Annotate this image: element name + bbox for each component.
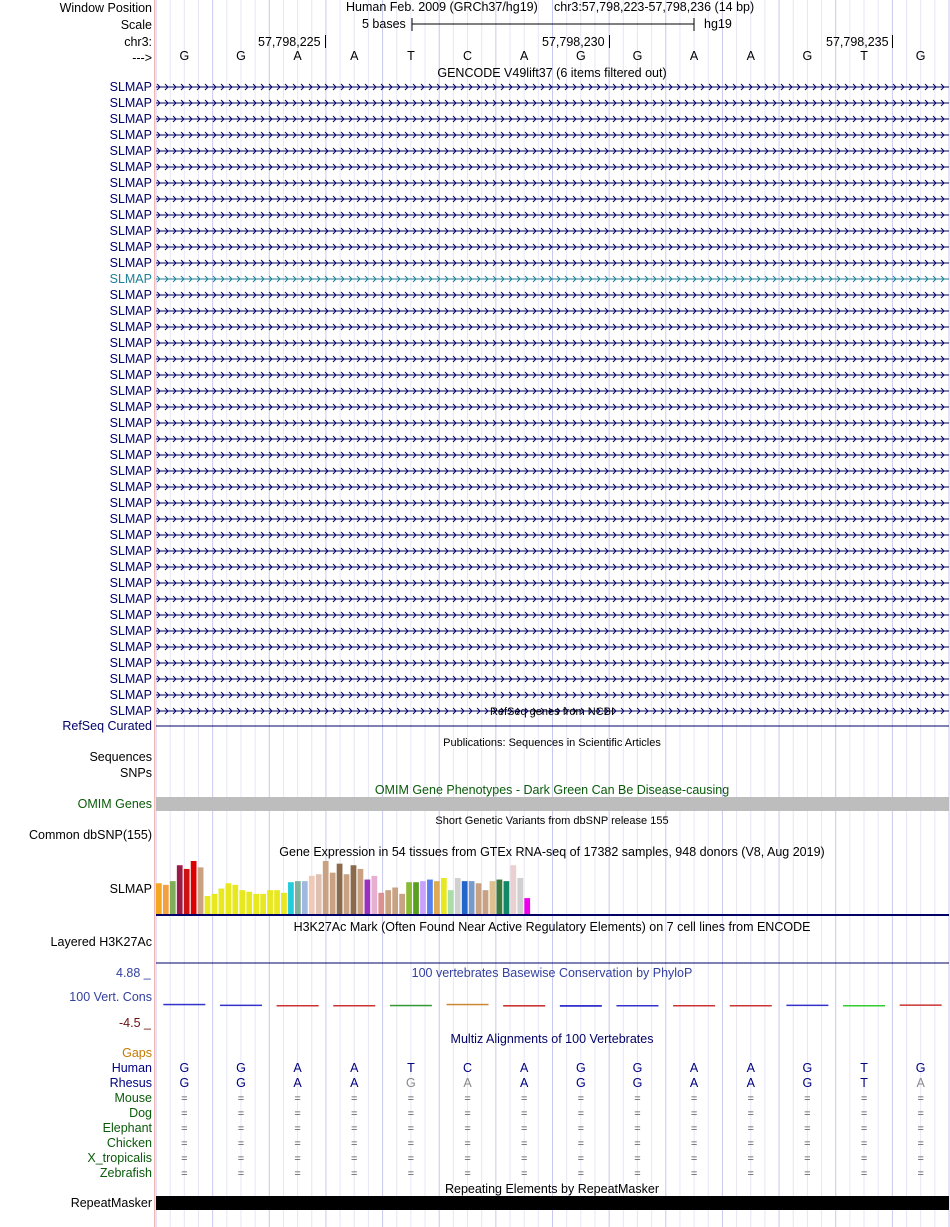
gencode-transcript-label[interactable]: SLMAP — [109, 432, 152, 446]
phylop-base-score — [277, 1005, 319, 1007]
gtex-tissue-bar — [226, 883, 232, 914]
alignment-base: = — [464, 1108, 471, 1120]
alignment-base: = — [747, 1108, 754, 1120]
gtex-tissue-bar — [455, 878, 461, 914]
gtex-tissue-bar — [434, 881, 440, 914]
reference-base: A — [520, 49, 529, 63]
alignment-base: = — [577, 1153, 585, 1165]
alignment-base: G — [632, 1061, 643, 1075]
phylop-base-score — [786, 1005, 828, 1007]
alignment-base: = — [747, 1138, 754, 1150]
alignment-base: = — [804, 1168, 811, 1180]
alignment-base: = — [237, 1108, 245, 1120]
phylop-track-label[interactable]: 100 Vert. Cons — [69, 990, 152, 1004]
repeatmasker-track-title: Repeating Elements by RepeatMasker — [444, 1182, 660, 1196]
gtex-tissue-bar — [316, 874, 322, 914]
gencode-transcript-label[interactable]: SLMAP — [109, 304, 152, 318]
gencode-transcript-label[interactable]: SLMAP — [109, 544, 152, 558]
alignment-base: = — [237, 1138, 245, 1150]
gtex-tissue-bar — [358, 869, 364, 914]
alignment-base: = — [520, 1093, 528, 1105]
phylop-max-label: 4.88 _ — [116, 966, 151, 980]
alignment-base: = — [520, 1108, 528, 1120]
alignment-base: A — [293, 1061, 302, 1075]
gencode-transcript-label[interactable]: SLMAP — [109, 560, 152, 574]
gencode-transcript-label[interactable]: SLMAP — [109, 512, 152, 526]
phylop-track-title: 100 vertebrates Basewise Conservation by PhyloP — [411, 966, 693, 980]
alignment-base: = — [351, 1108, 358, 1120]
gtex-tissue-bar — [344, 874, 350, 914]
gencode-transcript-label[interactable]: SLMAP — [109, 480, 152, 494]
gencode-transcript-label[interactable]: SLMAP — [109, 464, 152, 478]
reference-base: T — [407, 49, 415, 63]
gtex-track-title: Gene Expression in 54 tissues from GTEx RNA-seq of 17382 samples, 948 donors (V8, Aug 2019) — [279, 845, 825, 859]
gencode-transcript-label[interactable]: SLMAP — [109, 112, 152, 126]
alignment-base: = — [747, 1123, 754, 1135]
gtex-tissue-bar — [462, 881, 468, 914]
gtex-tissue-bar — [399, 894, 405, 914]
alignment-base: = — [294, 1108, 301, 1120]
gencode-transcript-label[interactable]: SLMAP — [109, 192, 152, 206]
alignment-base: = — [407, 1138, 415, 1150]
alignment-base: = — [917, 1138, 924, 1150]
alignment-base: = — [181, 1108, 188, 1120]
alignment-base: = — [294, 1093, 301, 1105]
gtex-tissue-bar — [351, 865, 357, 914]
gtex-tissue-bar — [267, 890, 273, 914]
species-label[interactable]: Dog — [129, 1106, 152, 1120]
alignment-base: A — [689, 1076, 699, 1090]
alignment-base: = — [520, 1153, 528, 1165]
alignment-base: = — [917, 1093, 924, 1105]
alignment-base: = — [577, 1108, 585, 1120]
gtex-tissue-bar — [427, 880, 433, 914]
alignment-base: = — [351, 1123, 358, 1135]
reference-base: A — [689, 49, 699, 63]
gencode-transcript-label[interactable]: SLMAP — [109, 208, 152, 222]
alignment-base: = — [351, 1153, 358, 1165]
alignment-base: = — [520, 1123, 528, 1135]
alignment-base: = — [634, 1093, 641, 1105]
gtex-tissue-bar — [330, 873, 336, 914]
gencode-transcript-label[interactable]: SLMAP — [109, 656, 152, 670]
gencode-transcript-label[interactable]: SLMAP — [109, 256, 152, 270]
alignment-base: T — [860, 1076, 868, 1090]
alignment-base: = — [351, 1168, 358, 1180]
gtex-tissue-bar — [323, 861, 329, 914]
alignment-base: = — [917, 1108, 924, 1120]
strand-label: ---> — [132, 51, 152, 65]
species-label[interactable]: X_tropicalis — [87, 1151, 152, 1165]
gencode-transcript-label[interactable]: SLMAP — [109, 96, 152, 110]
alignment-base: = — [634, 1138, 641, 1150]
reference-base: G — [575, 49, 586, 63]
alignment-base: G — [179, 1076, 190, 1090]
scale-label: Scale — [120, 18, 152, 32]
alignment-base: = — [917, 1153, 924, 1165]
gtex-tissue-bar — [385, 890, 391, 914]
alignment-base: A — [520, 1061, 529, 1075]
repeatmasker-block — [156, 1196, 949, 1210]
alignment-base: A — [746, 1076, 755, 1090]
gtex-tissue-bar — [337, 864, 343, 914]
alignment-base: = — [407, 1123, 415, 1135]
gtex-tissue-bar — [205, 896, 211, 914]
gencode-transcript-label[interactable]: SLMAP — [109, 224, 152, 238]
alignment-base: = — [747, 1093, 754, 1105]
alignment-base: = — [464, 1168, 471, 1180]
gencode-track-title: GENCODE V49lift37 (6 items filtered out) — [437, 66, 667, 80]
gtex-tissue-bar — [184, 869, 190, 914]
pubs-snps-label[interactable]: SNPs — [120, 766, 152, 780]
gtex-tissue-bar — [483, 890, 489, 914]
h3k27ac-track-title: H3K27Ac Mark (Often Found Near Active Regulatory Elements) on 7 cell lines from ENCODE — [293, 920, 811, 934]
gtex-tissue-bar — [212, 894, 218, 914]
gtex-tissue-bar — [517, 878, 523, 914]
gtex-tissue-bar — [246, 892, 252, 914]
gtex-tissue-bar — [497, 880, 503, 914]
gencode-transcript-label[interactable]: SLMAP — [109, 160, 152, 174]
phylop-base-score — [503, 1005, 545, 1007]
h3k27ac-track-label[interactable]: Layered H3K27Ac — [50, 935, 152, 949]
gtex-tissue-bar — [469, 881, 475, 914]
gtex-tissue-bar — [413, 882, 419, 914]
alignment-base: = — [237, 1153, 245, 1165]
phylop-base-score — [447, 1004, 489, 1006]
reference-base: G — [632, 49, 643, 63]
alignment-base: = — [407, 1168, 415, 1180]
phylop-base-score — [616, 1005, 658, 1007]
gencode-transcript-label[interactable]: SLMAP — [109, 672, 152, 686]
gtex-tissue-bar — [448, 890, 454, 914]
pubs-sequences-label[interactable]: Sequences — [89, 750, 152, 764]
gtex-tissue-bar — [392, 888, 398, 915]
repeatmasker-track-label[interactable]: RepeatMasker — [70, 1196, 152, 1210]
alignment-base: = — [804, 1093, 811, 1105]
alignment-base: = — [690, 1123, 698, 1135]
assembly-name: Human Feb. 2009 (GRCh37/hg19) — [346, 0, 538, 14]
phylop-base-score — [673, 1005, 715, 1007]
gtex-tissue-bar — [170, 881, 176, 914]
alignment-base: = — [804, 1108, 811, 1120]
gencode-transcript-label[interactable]: SLMAP — [109, 576, 152, 590]
alignment-base: = — [464, 1138, 471, 1150]
alignment-base: = — [577, 1123, 585, 1135]
reference-base: C — [463, 49, 473, 63]
chrom-label: chr3: — [124, 35, 152, 49]
gencode-transcript-label[interactable]: SLMAP — [109, 80, 152, 94]
phylop-base-score — [900, 1004, 942, 1006]
species-label[interactable]: Elephant — [102, 1121, 152, 1135]
alignment-base: = — [351, 1093, 358, 1105]
gtex-tissue-bar — [239, 890, 245, 914]
alignment-base: = — [294, 1168, 301, 1180]
alignment-base: = — [520, 1168, 528, 1180]
alignment-base: = — [860, 1153, 868, 1165]
gencode-transcript-label[interactable]: SLMAP — [109, 288, 152, 302]
reference-base: G — [236, 49, 246, 63]
alignment-base: A — [293, 1076, 302, 1090]
gencode-transcript-label[interactable]: SLMAP — [109, 528, 152, 542]
alignment-base: = — [634, 1108, 641, 1120]
gencode-transcript-label[interactable]: SLMAP — [109, 688, 152, 702]
alignment-base: = — [237, 1123, 245, 1135]
alignment-base: = — [351, 1138, 358, 1150]
alignment-base: = — [181, 1153, 188, 1165]
alignment-base: = — [860, 1123, 868, 1135]
phylop-base-score — [333, 1005, 375, 1007]
alignment-base: = — [577, 1093, 585, 1105]
gtex-tissue-bar — [406, 882, 412, 914]
alignment-base: = — [294, 1123, 301, 1135]
gtex-tissue-bar — [420, 881, 426, 914]
alignment-base: = — [407, 1108, 415, 1120]
alignment-base: = — [237, 1168, 245, 1180]
alignment-base: = — [181, 1093, 188, 1105]
window-position-label: Window Position — [59, 1, 152, 15]
alignment-base: = — [520, 1138, 528, 1150]
gtex-tissue-bar — [378, 893, 384, 914]
alignment-base: = — [804, 1123, 811, 1135]
gtex-tissue-bar — [441, 878, 447, 914]
refseq-track-title: RefSeq genes from NCBI — [489, 706, 615, 718]
gtex-tissue-bar — [260, 894, 266, 914]
position-readout: chr3:57,798,223-57,798,236 (14 bp) — [554, 0, 755, 14]
alignment-base: T — [860, 1061, 868, 1075]
alignment-base: = — [181, 1123, 188, 1135]
gencode-transcript-label[interactable]: SLMAP — [109, 384, 152, 398]
alignment-base: = — [860, 1168, 868, 1180]
alignment-base: = — [860, 1093, 868, 1105]
multiz-track-title: Multiz Alignments of 100 Vertebrates — [450, 1032, 654, 1046]
alignment-base: = — [917, 1123, 924, 1135]
alignment-base: A — [350, 1061, 359, 1075]
gtex-tissue-bar — [156, 883, 162, 914]
gtex-tissue-bar — [302, 881, 308, 914]
gtex-tissue-bar — [232, 885, 238, 914]
alignment-base: G — [575, 1076, 586, 1090]
alignment-base: = — [860, 1138, 868, 1150]
gtex-tissue-bar — [163, 885, 169, 914]
gencode-transcript-label[interactable]: SLMAP — [109, 624, 152, 638]
alignment-base: G — [802, 1061, 813, 1075]
alignment-base: = — [690, 1093, 698, 1105]
alignment-base: G — [632, 1076, 643, 1090]
gencode-transcript-label[interactable]: SLMAP — [109, 176, 152, 190]
alignment-base: A — [350, 1076, 359, 1090]
gencode-transcript-label[interactable]: SLMAP — [109, 592, 152, 606]
species-label[interactable]: Zebrafish — [99, 1166, 152, 1180]
alignment-base: G — [406, 1076, 416, 1090]
gtex-tissue-bar — [281, 893, 287, 914]
gencode-transcript-label[interactable]: SLMAP — [109, 368, 152, 382]
alignment-base: = — [237, 1093, 245, 1105]
species-label[interactable]: Human — [111, 1061, 152, 1075]
alignment-base: = — [464, 1093, 471, 1105]
reference-base: G — [802, 49, 813, 63]
alignment-base: A — [520, 1076, 529, 1090]
alignment-base: = — [181, 1168, 188, 1180]
alignment-base: G — [179, 1061, 190, 1075]
omim-track-title: OMIM Gene Phenotypes - Dark Green Can Be Disease-causing — [374, 783, 730, 797]
tick-label-2: 57,798,230 — [542, 35, 605, 49]
alignment-base: = — [464, 1153, 471, 1165]
phylop-base-score — [843, 1005, 885, 1007]
reference-base: A — [746, 49, 755, 63]
gtex-tissue-bar — [177, 865, 183, 914]
alignment-base: = — [634, 1168, 641, 1180]
gtex-tissue-bar — [476, 883, 482, 914]
reference-base: T — [860, 49, 868, 63]
alignment-base: A — [689, 1061, 699, 1075]
species-label[interactable]: Chicken — [106, 1136, 152, 1150]
alignment-base: = — [917, 1168, 924, 1180]
omim-track-label[interactable]: OMIM Genes — [77, 797, 152, 811]
gtex-track-label[interactable]: SLMAP — [109, 882, 152, 896]
gtex-tissue-bar — [219, 889, 225, 914]
gencode-transcript-label[interactable]: SLMAP — [109, 400, 152, 414]
alignment-base: = — [181, 1138, 188, 1150]
reference-base: G — [915, 49, 926, 63]
alignment-base: = — [747, 1153, 754, 1165]
gencode-transcript-label[interactable]: SLMAP — [109, 128, 152, 142]
refseq-track-label[interactable]: RefSeq Curated — [62, 719, 152, 733]
gaps-label[interactable]: Gaps — [122, 1046, 152, 1060]
gencode-transcript-label[interactable]: SLMAP — [109, 320, 152, 334]
gencode-transcript-label[interactable]: SLMAP — [109, 416, 152, 430]
alignment-base: = — [690, 1153, 698, 1165]
gencode-transcript-label[interactable]: SLMAP — [109, 144, 152, 158]
gencode-transcript-label[interactable]: SLMAP — [109, 640, 152, 654]
alignment-base: = — [577, 1168, 585, 1180]
gtex-tissue-bar — [295, 881, 301, 914]
alignment-base: C — [463, 1061, 473, 1075]
scale-text: 5 bases — [362, 17, 406, 31]
omim-block — [156, 797, 949, 811]
phylop-min-label: -4.5 _ — [119, 1016, 151, 1030]
dbsnp-track-title: Short Genetic Variants from dbSNP release 155 — [435, 815, 669, 827]
alignment-base: = — [407, 1093, 415, 1105]
alignment-base: = — [634, 1123, 641, 1135]
gtex-tissue-bar — [490, 881, 496, 914]
alignment-base: = — [464, 1123, 471, 1135]
alignment-base: A — [916, 1076, 925, 1090]
gtex-tissue-bar — [510, 865, 516, 914]
species-label[interactable]: Mouse — [114, 1091, 152, 1105]
alignment-base: = — [294, 1153, 301, 1165]
alignment-base: G — [236, 1076, 246, 1090]
gencode-transcript-label[interactable]: SLMAP — [109, 704, 152, 718]
phylop-base-score — [730, 1005, 772, 1007]
gtex-tissue-bar — [253, 894, 259, 914]
gtex-tissue-bar — [191, 861, 197, 914]
alignment-base: = — [690, 1168, 698, 1180]
alignment-base: = — [577, 1138, 585, 1150]
alignment-base: = — [860, 1108, 868, 1120]
alignment-base: A — [746, 1061, 755, 1075]
gencode-transcript-label[interactable]: SLMAP — [109, 608, 152, 622]
alignment-base: = — [294, 1138, 301, 1150]
gtex-tissue-bar — [504, 881, 510, 914]
alignment-base: G — [575, 1061, 586, 1075]
reference-base: G — [179, 49, 190, 63]
gencode-transcript-label[interactable]: SLMAP — [109, 448, 152, 462]
tick-label-3: 57,798,235 — [826, 35, 889, 49]
gtex-tissue-bar — [524, 898, 530, 914]
alignment-base: T — [407, 1061, 415, 1075]
alignment-base: G — [236, 1061, 246, 1075]
gencode-transcript-label[interactable]: SLMAP — [109, 352, 152, 366]
alignment-base: G — [802, 1076, 813, 1090]
phylop-base-score — [163, 1004, 205, 1006]
phylop-base-score — [390, 1005, 432, 1007]
reference-base: A — [350, 49, 359, 63]
species-label[interactable]: Rhesus — [109, 1076, 152, 1090]
gtex-tissue-bar — [309, 876, 315, 914]
phylop-base-score — [220, 1005, 262, 1007]
gencode-transcript-label[interactable]: SLMAP — [109, 240, 152, 254]
alignment-base: = — [690, 1138, 698, 1150]
gtex-tissue-bar — [288, 882, 294, 914]
phylop-base-score — [560, 1005, 602, 1007]
scale-db: hg19 — [704, 17, 732, 31]
gtex-tissue-bar — [274, 890, 280, 914]
dbsnp-track-label[interactable]: Common dbSNP(155) — [29, 828, 152, 842]
alignment-base: = — [804, 1138, 811, 1150]
alignment-base: A — [463, 1076, 472, 1090]
gencode-transcript-label[interactable]: SLMAP — [109, 496, 152, 510]
alignment-base: G — [915, 1061, 926, 1075]
alignment-base: = — [804, 1153, 811, 1165]
tick-label-1: 57,798,225 — [258, 35, 321, 49]
alignment-base: = — [690, 1108, 698, 1120]
gtex-tissue-bar — [365, 880, 371, 914]
alignment-base: = — [407, 1153, 415, 1165]
gencode-transcript-label[interactable]: SLMAP — [109, 272, 152, 286]
gtex-tissue-bar — [371, 876, 377, 914]
gtex-tissue-bar — [198, 867, 204, 914]
alignment-base: = — [747, 1168, 754, 1180]
alignment-base: = — [634, 1153, 641, 1165]
reference-base: A — [293, 49, 302, 63]
gencode-transcript-label[interactable]: SLMAP — [109, 336, 152, 350]
pubs-track-title: Publications: Sequences in Scientific Articles — [443, 737, 661, 749]
